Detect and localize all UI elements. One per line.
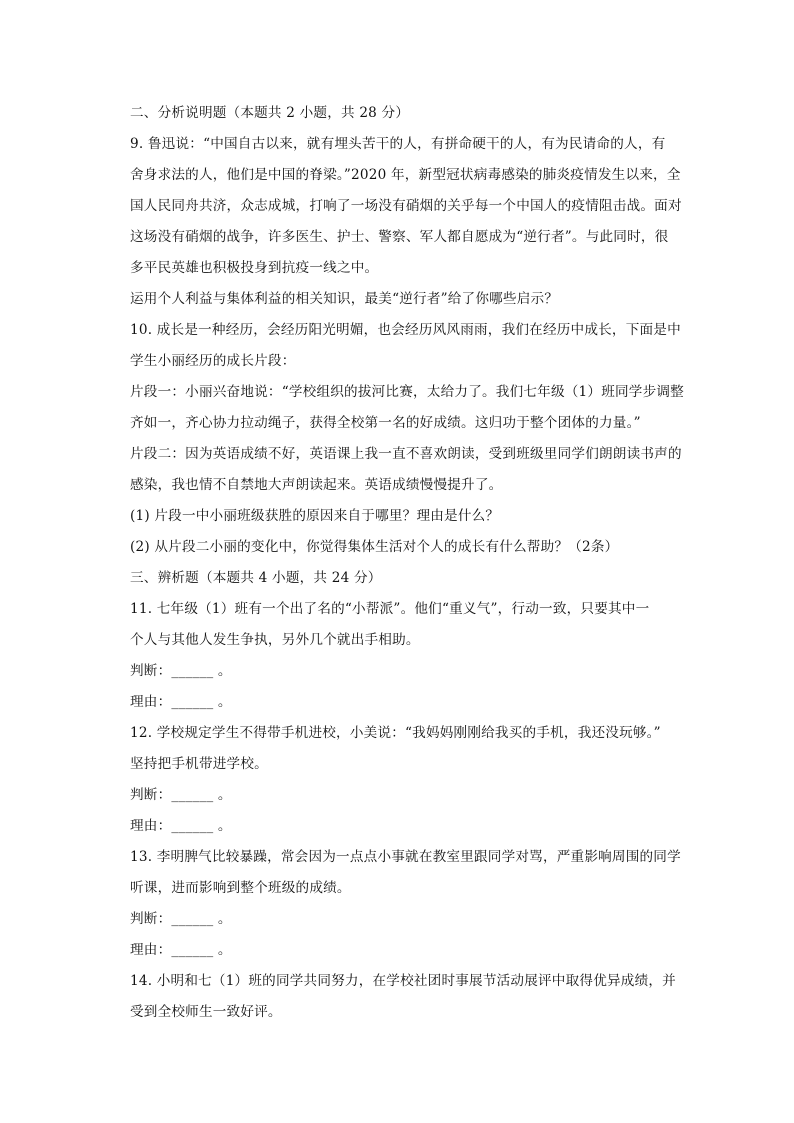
question-9 [130,129,690,315]
q12-reason-blank: 理由：______ 。 [130,818,232,834]
q9-prompt: 运用个人利益与集体利益的相关知识，最美“逆行者”给了你哪些启示？ [130,291,559,307]
q10-line-6: 感染，我也情不自禁地大声朗读起来。英语成绩慢慢提升了。 [130,477,503,493]
q10-subquestion-1: (1) 片段一中小丽班级获胜的原因来自于哪里？理由是什么？ [130,508,500,524]
exam-page [130,98,690,1028]
q10-line-2: 学生小丽经历的成长片段： [130,353,296,369]
q12-line-2: 坚持把手机带进学校。 [130,756,268,772]
q13-line-1: 13. 李明脾气比较暴躁，常会因为一点点小事就在教室里跟同学对骂，严重影响周围的同学 [130,849,681,865]
section-heading-discrimination: 三、辨析题（本题共 4 小题，共 24 分） [130,570,382,586]
q13-line-2: 听课，进而影响到整个班级的成绩。 [130,880,351,896]
q9-line-4: 这场没有硝烟的战争，许多医生、护士、警察、军人都自愿成为“逆行者”。与此同时，很 [130,229,669,245]
q10-line-3: 片段一：小丽兴奋地说：“学校组织的拔河比赛，太给力了。我们七年级（1）班同学步调整 [130,384,684,400]
q10-line-4: 齐如一，齐心协力拉动绳子，获得全校第一名的好成绩。这归功于整个团体的力量。” [130,415,641,431]
q12-judge-blank: 判断：______ 。 [130,787,232,803]
q11-judge-blank: 判断：______ 。 [130,663,232,679]
q13-judge-blank: 判断：______ 。 [130,911,232,927]
q10-line-5: 片段二：因为英语成绩不好，英语课上我一直不喜欢朗读，受到班级里同学们朗朗读书声的 [130,446,682,462]
q10-subquestion-2: (2) 从片段二小丽的变化中，你觉得集体生活对个人的成长有什么帮助？（2条） [130,539,619,555]
q11-reason-blank: 理由：______ 。 [130,694,232,710]
question-12 [130,718,690,842]
section-heading-analysis: 二、分析说明题（本题共 2 小题，共 28 分） [130,105,410,121]
q13-reason-blank: 理由：______ 。 [130,942,232,958]
q10-line-1: 10. 成长是一种经历，会经历阳光明媚，也会经历风风雨雨，我们在经历中成长，下面是中 [130,322,681,338]
q9-line-5: 多平民英雄也积极投身到抗疫一线之中。 [130,260,379,276]
q9-line-1: 9. 鲁迅说：“中国自古以来，就有埋头苦干的人，有拼命硬干的人，有为民请命的人，有 [130,136,666,152]
q14-line-2: 受到全校师生一致好评。 [130,1004,282,1020]
question-13 [130,842,690,966]
q11-line-2: 个人与其他人发生争执，另外几个就出手相助。 [130,632,420,648]
q9-line-3: 国人民同舟共济，众志成城，打响了一场没有硝烟的关乎每一个中国人的疫情阻击战。面对 [130,198,682,214]
question-10 [130,315,690,563]
q9-line-2: 舍身求法的人，他们是中国的脊梁。”2020 年，新型冠状病毒感染的肺炎疫情发生以来，全 [130,167,681,183]
q12-line-1: 12. 学校规定学生不得带手机进校，小美说：“我妈妈刚刚给我买的手机，我还没玩够。” [130,725,661,741]
q14-line-1: 14. 小明和七（1）班的同学共同努力，在学校社团时事展节活动展评中取得优异成绩，并 [130,973,676,989]
q11-line-1: 11. 七年级（1）班有一个出了名的“小帮派”。他们“重义气”，行动一致，只要其中一 [130,601,650,617]
question-11 [130,594,690,718]
question-14 [130,966,690,1028]
